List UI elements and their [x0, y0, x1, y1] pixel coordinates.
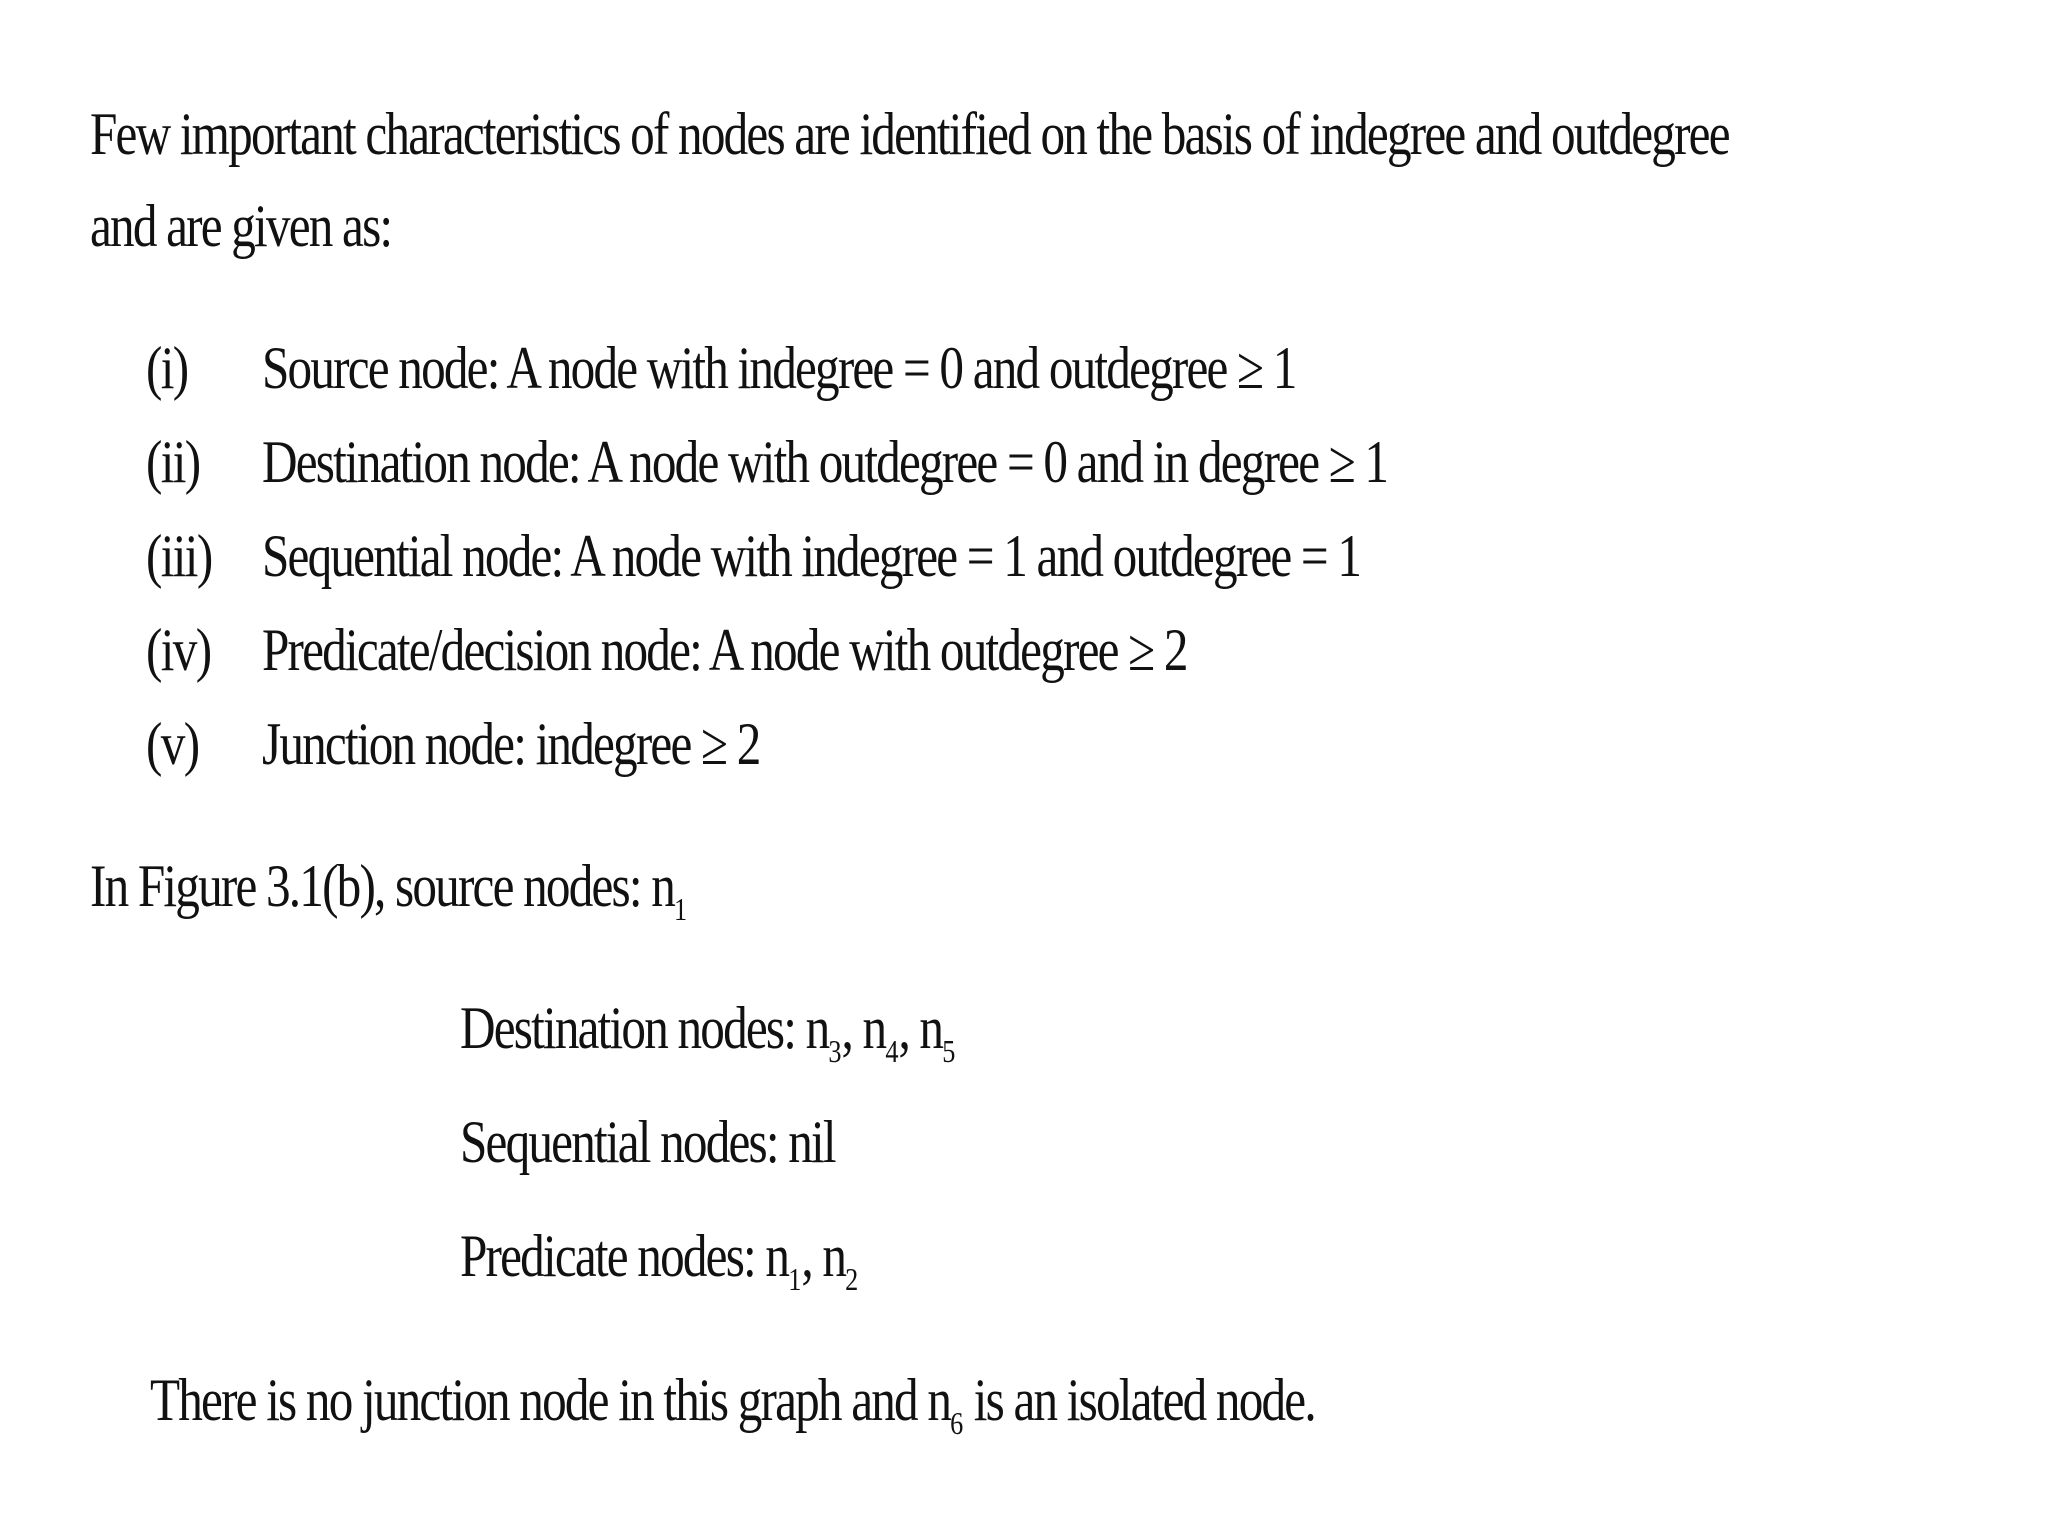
definition-predicate-node: Predicate/decision node: A node with outdegree ≥ 2	[262, 617, 1187, 683]
source-node-subscript: 1	[674, 891, 688, 927]
definition-number-iii: (iii)	[146, 523, 212, 589]
definition-number-v: (v)	[146, 711, 199, 777]
definition-number-ii: (ii)	[146, 429, 200, 495]
definition-junction-node: Junction node: indegree ≥ 2	[262, 711, 760, 777]
intro-line-2: and are given as:	[90, 193, 392, 259]
definition-source-node: Source node: A node with indegree = 0 and outdegree ≥ 1	[262, 335, 1296, 401]
separator-comma: , n	[898, 995, 943, 1061]
source-nodes-text: In Figure 3.1(b), source nodes: n	[90, 853, 675, 919]
predicate-subscript-1: 1	[788, 1261, 802, 1297]
destination-subscript-2: 4	[885, 1033, 899, 1069]
isolated-node-subscript: 6	[950, 1405, 964, 1441]
definition-number-i: (i)	[146, 335, 188, 401]
conclusion-text-end: is an isolated node.	[963, 1367, 1315, 1433]
separator-comma: , n	[801, 1223, 846, 1289]
example-predicate-nodes	[460, 1223, 859, 1297]
example-destination-nodes	[460, 995, 956, 1069]
example-sequential-nodes: Sequential nodes: nil	[460, 1109, 835, 1175]
predicate-nodes-text: Predicate nodes: n	[460, 1223, 789, 1289]
example-conclusion	[150, 1367, 1315, 1441]
destination-subscript-3: 5	[942, 1033, 956, 1069]
separator-comma: , n	[841, 995, 886, 1061]
destination-nodes-text: Destination nodes: n	[460, 995, 829, 1061]
conclusion-text-start: There is no junction node in this graph and n	[150, 1367, 951, 1433]
definition-sequential-node: Sequential node: A node with indegree = 1 and outdegree = 1	[262, 523, 1361, 589]
predicate-subscript-2: 2	[845, 1261, 859, 1297]
destination-subscript-1: 3	[828, 1033, 842, 1069]
definition-number-iv: (iv)	[146, 617, 211, 683]
example-source-nodes	[90, 853, 688, 927]
intro-line-1: Few important characteristics of nodes are identified on the basis of indegree and outdegree	[90, 101, 1729, 167]
definition-destination-node: Destination node: A node with outdegree = 0 and in degree ≥ 1	[262, 429, 1388, 495]
